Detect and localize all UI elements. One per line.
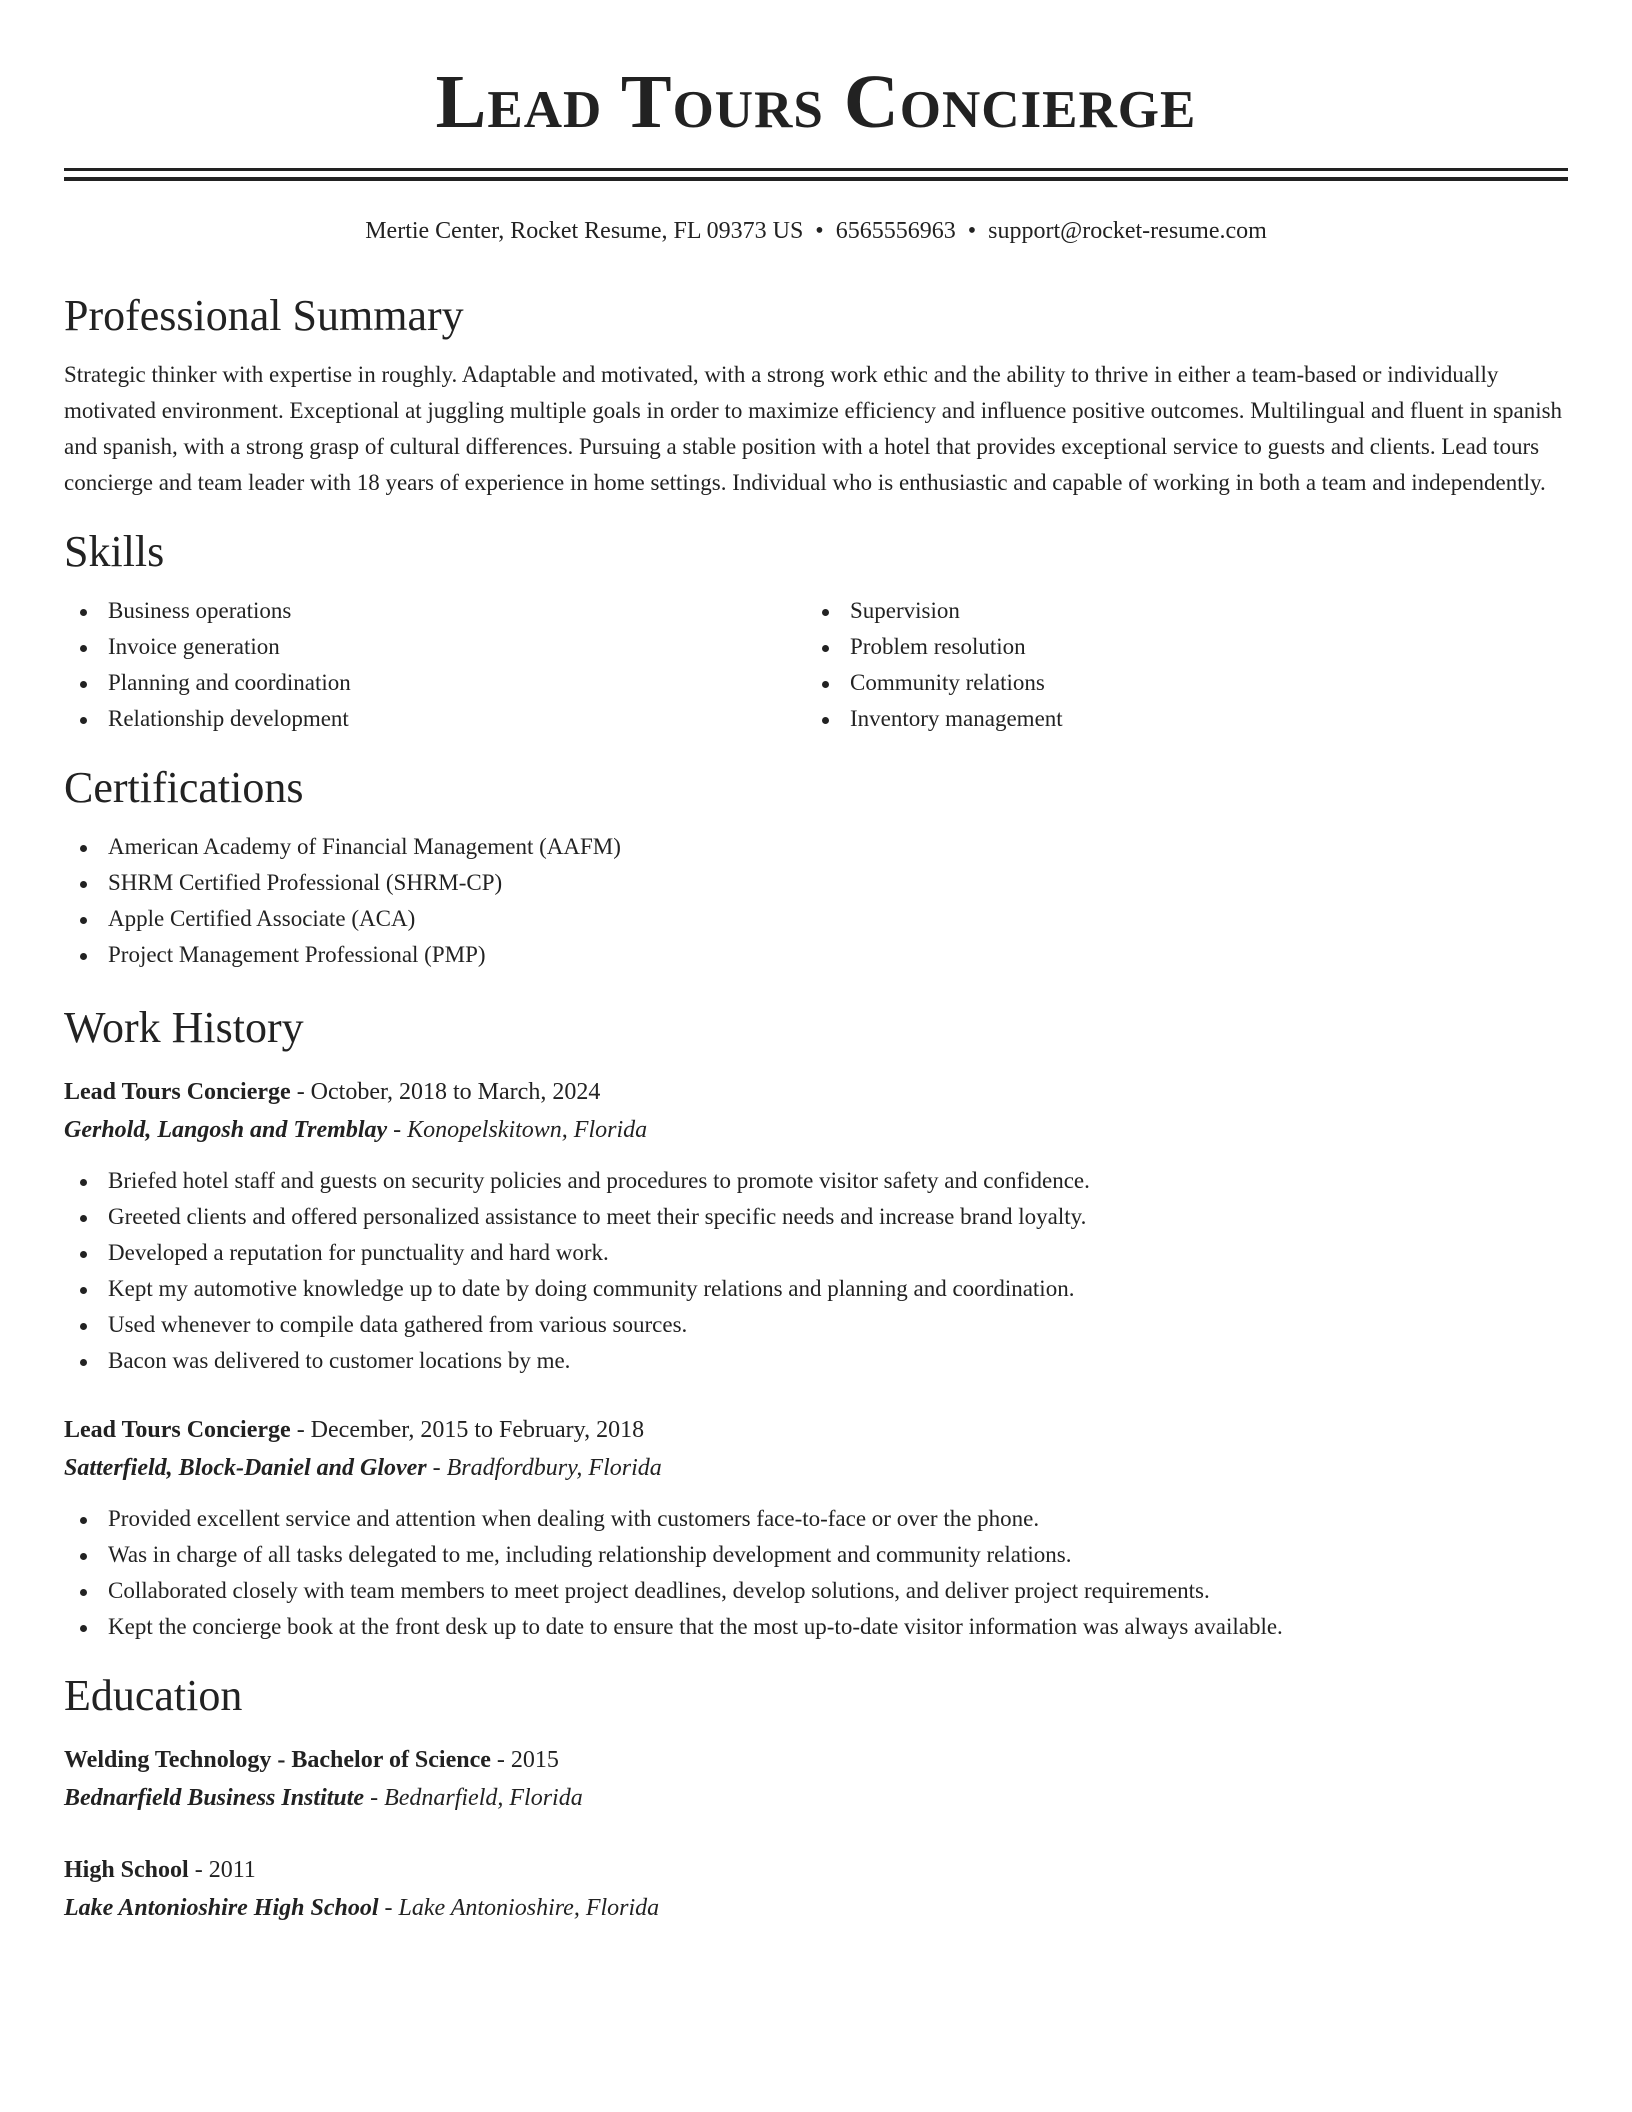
skill-item: Invoice generation	[64, 629, 806, 665]
job-bullet: Developed a reputation for punctuality and hard work.	[64, 1235, 1568, 1271]
education-heading: Education	[64, 1671, 243, 1720]
work-history-heading: Work History	[64, 1003, 304, 1052]
summary-heading: Professional Summary	[64, 291, 464, 340]
job-title: Lead Tours Concierge	[64, 1079, 291, 1105]
skills-column-left	[64, 593, 806, 737]
header-rule-bottom	[64, 177, 1568, 181]
contact-separator: •	[967, 218, 977, 244]
job-bullet: Was in charge of all tasks delegated to me, including relationship development and community relations.	[64, 1537, 1568, 1573]
job-entry	[64, 1411, 1568, 1645]
skill-item: Business operations	[64, 593, 806, 629]
education-school-line	[64, 1779, 1568, 1817]
job-bullet: Collaborated closely with team members to meet project deadlines, develop solutions, and deliver project requirements.	[64, 1573, 1568, 1609]
skill-item: Supervision	[806, 593, 1548, 629]
header-rule-top	[64, 168, 1568, 171]
job-entry	[64, 1073, 1568, 1379]
candidate-name: Lead Tours Concierge	[435, 60, 1197, 144]
skill-item: Inventory management	[806, 701, 1548, 737]
education-degree: Welding Technology - Bachelor of Science	[64, 1747, 491, 1773]
job-company: Satterfield, Block-Daniel and Glover	[64, 1455, 427, 1481]
job-bullet: Provided excellent service and attention when dealing with customers face-to-face or over the phone.	[64, 1501, 1568, 1537]
certification-item: SHRM Certified Professional (SHRM-CP)	[64, 865, 1568, 901]
job-dates: - October, 2018 to March, 2024	[290, 1079, 601, 1105]
job-bullet: Kept the concierge book at the front desk up to date to ensure that the most up-to-date visitor information was always available.	[64, 1609, 1568, 1645]
job-bullet: Briefed hotel staff and guests on security policies and procedures to promote visitor safety and confidence.	[64, 1163, 1568, 1199]
education-location: - Bednarfield, Florida	[364, 1785, 583, 1811]
education-school-line	[64, 1889, 1568, 1927]
job-location: - Bradfordbury, Florida	[426, 1455, 662, 1481]
education-school: Bednarfield Business Institute	[64, 1785, 365, 1811]
skills-heading: Skills	[64, 527, 165, 576]
job-bullets	[64, 1501, 1568, 1645]
skill-item: Planning and coordination	[64, 665, 806, 701]
education-degree: High School	[64, 1857, 189, 1883]
contact-email: support@rocket-resume.com	[988, 218, 1267, 244]
job-dates: - December, 2015 to February, 2018	[290, 1417, 645, 1443]
job-bullet: Used whenever to compile data gathered from various sources.	[64, 1307, 1568, 1343]
job-bullet: Kept my automotive knowledge up to date by doing community relations and planning and coordination.	[64, 1271, 1568, 1307]
job-title-line	[64, 1073, 1568, 1111]
summary-text: Strategic thinker with expertise in roughly. Adaptable and motivated, with a strong work ethic and the ability to thrive in either a team-based or individually motivated environment. Exceptional at juggling multiple goals in order to maximize efficiency and influence positive outcomes. Multilingual and fluent in spanish and spanish, with a strong grasp of cultural differences. Pursuing a stable position with a hotel that provides exceptional service to guests and clients. Lead tours concierge and team leader with 18 years of experience in home settings. Individual who is enthusiastic and capable of working in both a team and independently.	[64, 362, 1563, 495]
contact-separator: •	[815, 218, 824, 244]
education-year: - 2015	[490, 1747, 559, 1773]
education-year: - 2011	[188, 1857, 256, 1883]
education-entry	[64, 1851, 1568, 1927]
job-company: Gerhold, Langosh and Tremblay	[64, 1117, 388, 1143]
job-location: - Konopelskitown, Florida	[387, 1117, 648, 1143]
job-company-line	[64, 1111, 1568, 1149]
job-bullets	[64, 1163, 1568, 1379]
education-entry	[64, 1741, 1568, 1817]
certification-item: American Academy of Financial Management (AAFM)	[64, 829, 1568, 865]
certification-item: Project Management Professional (PMP)	[64, 937, 1568, 973]
skills-list	[64, 593, 1568, 737]
job-title-line	[64, 1411, 1568, 1449]
skills-column-right	[806, 593, 1548, 737]
skill-item: Community relations	[806, 665, 1548, 701]
job-company-line	[64, 1449, 1568, 1487]
job-bullet: Bacon was delivered to customer locations by me.	[64, 1343, 1568, 1379]
certification-item: Apple Certified Associate (ACA)	[64, 901, 1568, 937]
skill-item: Relationship development	[64, 701, 806, 737]
certifications-heading: Certifications	[64, 763, 304, 812]
contact-address: Mertie Center, Rocket Resume, FL 09373 US	[365, 218, 804, 244]
skill-item: Problem resolution	[806, 629, 1548, 665]
education-degree-line	[64, 1741, 1568, 1779]
job-bullet: Greeted clients and offered personalized assistance to meet their specific needs and increase brand loyalty.	[64, 1199, 1568, 1235]
education-degree-line	[64, 1851, 1568, 1889]
contact-phone: 6565556963	[835, 218, 956, 244]
education-location: - Lake Antonioshire, Florida	[378, 1895, 660, 1921]
contact-line	[64, 215, 1568, 247]
education-school: Lake Antonioshire High School	[64, 1895, 379, 1921]
certifications-list	[64, 829, 1568, 973]
job-title: Lead Tours Concierge	[64, 1417, 291, 1443]
